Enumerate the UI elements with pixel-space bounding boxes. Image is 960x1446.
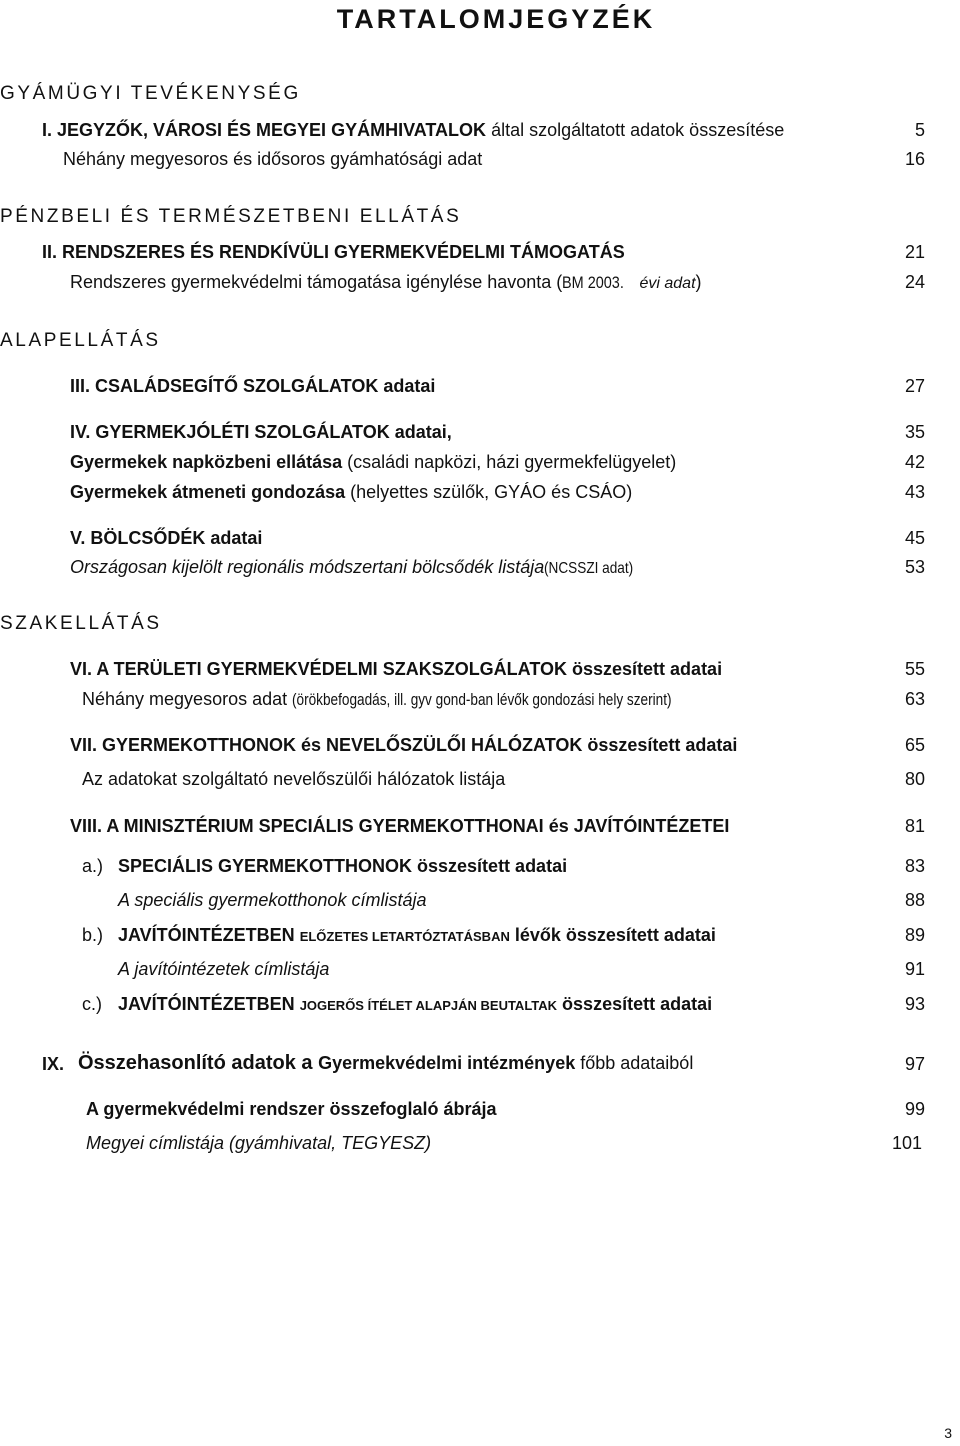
toc-entry-12-text: Néhány megyesoros adat [82, 689, 293, 709]
toc-entry-18-label: b.) [82, 925, 104, 945]
page-title: TARTALOMJEGYZÉK [336, 4, 656, 34]
toc-entry-12[interactable] [82, 690, 767, 708]
toc-entry-3[interactable]: II. RENDSZERES ÉS RENDKÍVÜLI GYERMEKVÉDELMI TÁMOGATÁS [42, 242, 625, 262]
toc-entry-18[interactable] [118, 926, 716, 944]
toc-page-6: 35 [904, 422, 925, 442]
toc-entry-7-heading: Gyermekek napközbeni ellátása [70, 452, 343, 472]
toc-entry-14[interactable]: Az adatokat szolgáltató nevelőszülői hálózatok listája [82, 769, 506, 789]
toc-entry-18-detail: ELŐZETES LETARTÓZTATÁSBAN [299, 929, 510, 944]
toc-entry-18-rest: lévők összesített adatai [509, 925, 716, 945]
toc-entry-16[interactable]: SPECIÁLIS GYERMEKOTTHONOK összesített adatai [118, 856, 568, 876]
section-heading-gyamugyi: GYÁMÜGYI TEVÉKENYSÉG [0, 83, 301, 104]
toc-page-9: 45 [904, 528, 925, 548]
toc-entry-20[interactable] [118, 995, 712, 1013]
toc-entry-21-heading: Összehasonlító adatok a [78, 1052, 319, 1074]
toc-page-14: 80 [904, 769, 925, 789]
toc-entry-17[interactable]: A speciális gyermekotthonok címlistája [118, 890, 427, 910]
toc-page-12: 63 [904, 689, 925, 709]
toc-entry-21-label: IX. [42, 1054, 65, 1074]
toc-page-3: 21 [904, 242, 925, 262]
toc-entry-20-heading: JAVÍTÓINTÉZETBEN [118, 994, 300, 1014]
toc-entry-4-close: ) [695, 272, 702, 292]
toc-entry-9[interactable]: V. BÖLCSŐDÉK adatai [70, 528, 263, 548]
toc-page-2: 16 [904, 149, 925, 169]
toc-page-7: 42 [904, 452, 925, 472]
toc-entry-8-heading: Gyermekek átmeneti gondozása [70, 482, 346, 502]
toc-entry-4[interactable] [70, 273, 702, 292]
toc-entry-1-heading: I. JEGYZŐK, VÁROSI ÉS MEGYEI GYÁMHIVATALOK [42, 120, 487, 140]
toc-entry-1-rest: által szolgáltatott adatok összesítése [486, 120, 785, 140]
toc-page-4: 24 [904, 272, 925, 292]
toc-entry-10[interactable] [70, 558, 649, 577]
toc-entry-20-label: c.) [82, 994, 102, 1014]
toc-page-18: 89 [904, 925, 925, 945]
toc-page-16: 83 [904, 856, 925, 876]
toc-entry-6[interactable]: IV. GYERMEKJÓLÉTI SZOLGÁLATOK adatai, [70, 422, 452, 442]
toc-entry-10-source: (NCSSZI adat) [544, 560, 634, 577]
toc-page-22: 99 [904, 1099, 925, 1119]
toc-entry-4-text: Rendszeres gyermekvédelmi támogatása igénylése havonta ( [70, 272, 563, 292]
toc-entry-13[interactable]: VII. GYERMEKOTTHONOK és NEVELŐSZÜLŐI HÁLÓZATOK összesített adatai [70, 735, 738, 755]
toc-entry-7-rest: (családi napközi, házi gyermekfelügyelet) [342, 452, 677, 472]
page-number: 3 [944, 1425, 952, 1441]
toc-entry-15[interactable]: VIII. A MINISZTÉRIUM SPECIÁLIS GYERMEKOTTHONAI és JAVÍTÓINTÉZETEI [70, 816, 730, 836]
toc-page-15: 81 [904, 816, 925, 836]
section-heading-alapellatas: ALAPELLÁTÁS [0, 330, 161, 351]
toc-entry-21-bold: Gyermekvédelmi intézmények [318, 1053, 576, 1073]
section-heading-penzbeli: PÉNZBELI ÉS TERMÉSZETBENI ELLÁTÁS [0, 206, 462, 227]
toc-page-8: 43 [904, 482, 925, 502]
toc-entry-7[interactable] [70, 453, 676, 471]
toc-entry-4-source-note: évi adat [635, 275, 696, 292]
toc-page-13: 65 [904, 735, 925, 755]
toc-page-20: 93 [904, 994, 925, 1014]
toc-entry-21-rest: főbb adataiból [575, 1053, 694, 1073]
toc-entry-21[interactable] [78, 1053, 693, 1073]
toc-page-23: 101 [891, 1133, 922, 1153]
toc-entry-12-note: (örökbefogadás, ill. gyv gond-ban lévők gondozási hely szerint) [292, 690, 672, 709]
toc-page-17: 88 [904, 890, 925, 910]
toc-entry-22[interactable]: A gyermekvédelmi rendszer összefoglaló ábrája [86, 1099, 497, 1119]
toc-entry-10-text: Országosan kijelölt regionális módszertani bölcsődék listája [70, 557, 545, 577]
section-heading-szakellatas: SZAKELLÁTÁS [0, 613, 162, 634]
toc-page-19: 91 [904, 959, 925, 979]
toc-entry-4-source: BM 2003. [562, 273, 625, 292]
toc-page-10: 53 [904, 557, 925, 577]
toc-entry-19[interactable]: A javítóintézetek címlistája [118, 959, 330, 979]
toc-entry-8-rest: (helyettes szülők, GYÁO és CSÁO) [345, 482, 633, 502]
toc-entry-11[interactable]: VI. A TERÜLETI GYERMEKVÉDELMI SZAKSZOLGÁLATOK összesített adatai [70, 659, 723, 679]
toc-entry-5[interactable]: III. CSALÁDSEGÍTŐ SZOLGÁLATOK adatai [70, 376, 436, 396]
toc-entry-2[interactable]: Néhány megyesoros és idősoros gyámhatósági adat [63, 149, 483, 169]
toc-entry-18-heading: JAVÍTÓINTÉZETBEN [118, 925, 300, 945]
toc-page-11: 55 [904, 659, 925, 679]
toc-entry-20-detail: JOGERŐS ÍTÉLET ALAPJÁN BEUTALTAK [299, 998, 558, 1013]
toc-entry-1[interactable] [42, 121, 784, 139]
toc-entry-16-label: a.) [82, 856, 104, 876]
toc-page-1: 5 [914, 120, 925, 140]
toc-entry-20-rest: összesített adatai [557, 994, 713, 1014]
toc-page-21: 97 [904, 1054, 925, 1074]
toc-entry-8[interactable] [70, 483, 632, 501]
toc-entry-23[interactable]: Megyei címlistája (gyámhivatal, TEGYESZ) [86, 1133, 432, 1153]
toc-page-5: 27 [904, 376, 925, 396]
